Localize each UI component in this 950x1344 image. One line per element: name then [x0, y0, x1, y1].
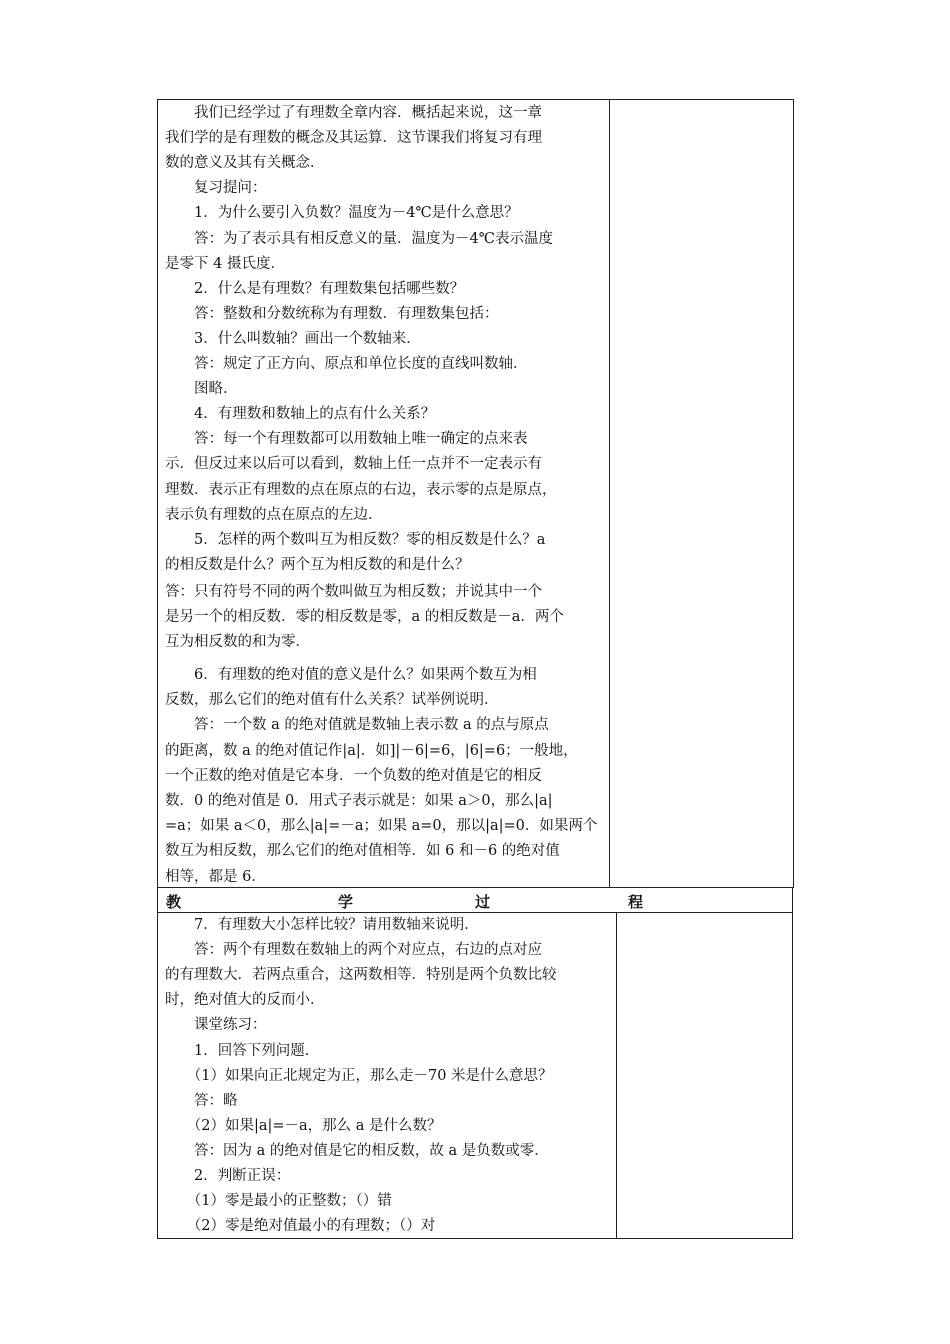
text-line: 答：因为 a 的绝对值是它的相反数，故 a 是负数或零．: [165, 1142, 549, 1159]
text-line: 1．回答下列问题．: [165, 1042, 320, 1059]
text-line: 数互为相反数，那么它们的绝对值相等．如 6 和－6 的绝对值: [165, 843, 560, 860]
text-line: 4．有理数和数轴上的点有什么关系？: [165, 406, 436, 423]
text-line: 时，绝对值大的反而小．: [165, 992, 325, 1009]
text-line: 表示负有理数的点在原点的左边．: [165, 506, 383, 523]
text-line: 我们学的是有理数的概念及其运算．这节课我们将复习有理: [165, 130, 542, 147]
text-line: 6．有理数的绝对值的意义是什么？如果两个数互为相: [165, 667, 537, 683]
text-line: 互为相反数的和为零．: [165, 634, 310, 651]
text-line: 3．什么叫数轴？画出一个数轴来．: [165, 330, 421, 347]
text-line: （2）如果|a|=－a，那么 a 是什么数？: [165, 1117, 442, 1134]
text-line: 答：只有符号不同的两个数叫做互为相反数；并说其中一个: [165, 584, 542, 600]
text-line: 5．怎样的两个数叫互为相反数？零的相反数是什么？a: [165, 531, 546, 548]
section-header-char-2: 学: [338, 893, 354, 911]
upper-column-divider: [609, 99, 610, 888]
text-line: （2）零是绝对值最小的有理数；（）对: [165, 1218, 436, 1235]
text-line: 图略．: [165, 381, 238, 398]
text-line: 我们已经学过了有理数全章内容．概括起来说，这一章: [165, 105, 542, 121]
text-line: 一个正数的绝对值是它本身．一个负数的绝对值是它的相反: [165, 767, 542, 784]
text-line: 是另一个的相反数．零的相反数是零，a 的相反数是－a．两个: [165, 609, 564, 626]
lower-column-divider: [616, 912, 617, 1239]
text-line: 复习提问：: [165, 180, 267, 197]
text-line: 答：每一个有理数都可以用数轴上唯一确定的点来表: [165, 431, 528, 448]
text-line: （1）零是最小的正整数；（）错: [165, 1193, 392, 1210]
text-line: （1）如果向正北规定为正，那么走－70 米是什么意思？: [165, 1067, 553, 1084]
text-line: 答：略: [165, 1092, 238, 1109]
text-line: 的相反数是什么？两个互为相反数的和是什么？: [165, 556, 470, 573]
section-header-row: [157, 887, 793, 913]
text-line: 答：一个数 a 的绝对值就是数轴上表示数 a 的点与原点: [165, 717, 549, 734]
text-line: 1．为什么要引入负数？温度为－4℃是什么意思？: [165, 205, 519, 222]
text-line: 答：为了表示具有相反意义的量．温度为－4℃表示温度: [165, 230, 553, 247]
text-line: 是零下 4 摄氏度．: [165, 255, 285, 272]
section-header-char-3: 过: [475, 893, 491, 911]
text-line: 的有理数大．若两点重合，这两数相等．特别是两个负数比较: [165, 967, 557, 984]
text-line: 相等，都是 6．: [165, 868, 266, 885]
section-header-char-1: 教: [166, 893, 182, 911]
text-line: =a；如果 a＜0，那么|a|=－a；如果 a=0，那以|a|=0．如果两个: [165, 818, 598, 835]
text-line: 课堂练习：: [165, 1017, 267, 1034]
text-line: 示．但反过来以后可以看到，数轴上任一点并不一定表示有: [165, 456, 542, 473]
text-line: 2．什么是有理数？有理数集包括哪些数？: [165, 280, 465, 297]
text-line: 反数，那么它们的绝对值有什么关系？试举例说明．: [165, 692, 499, 709]
text-line: 的距离，数 a 的绝对值记作|a|．如]|－6|=6，|6|=6；一般地，: [165, 742, 578, 759]
text-line: 答：整数和分数统称为有理数．有理数集包括：: [165, 305, 499, 322]
text-line: 理数．表示正有理数的点在原点的右边，表示零的点是原点，: [165, 481, 557, 498]
text-line: 2．判断正误：: [165, 1168, 291, 1184]
text-line: 数的意义及其有关概念．: [165, 155, 325, 172]
text-line: 数．0 的绝对值是 0．用式子表示就是：如果 a＞0，那么|a|: [165, 793, 553, 809]
text-line: 答：两个有理数在数轴上的两个对应点，右边的点对应: [165, 942, 542, 959]
text-line: 答：规定了正方向、原点和单位长度的直线叫数轴．: [165, 356, 528, 372]
section-header-char-4: 程: [628, 893, 644, 911]
text-line: 7．有理数大小怎样比较？请用数轴来说明．: [165, 917, 479, 933]
